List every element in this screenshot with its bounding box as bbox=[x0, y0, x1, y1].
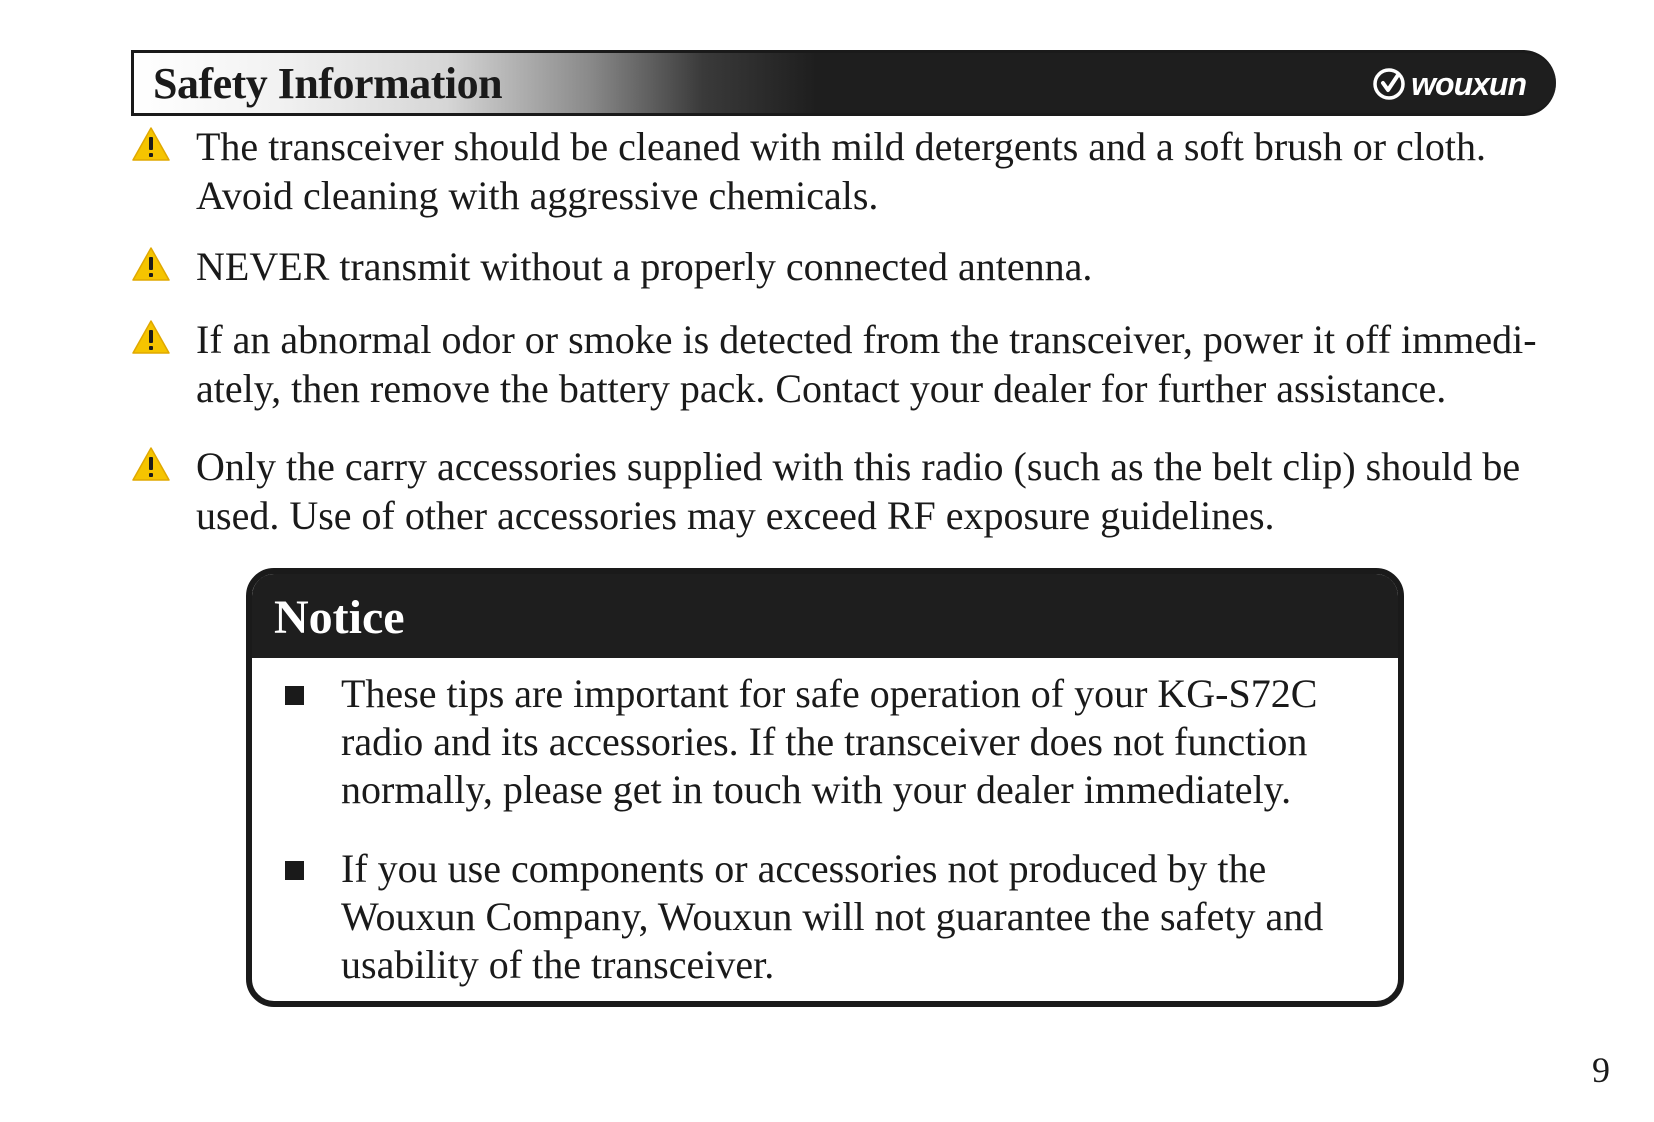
text-line: The transceiver should be cleaned with mild detergents and a soft brush or cloth. bbox=[196, 124, 1486, 169]
notice-text bbox=[341, 670, 1341, 814]
text-line: If you use components or accessories not produced by the bbox=[341, 846, 1267, 891]
warning-triangle-icon bbox=[131, 126, 171, 162]
text-line: ately, then remove the battery pack. Contact your dealer for further assistance. bbox=[196, 366, 1447, 411]
warning-triangle-icon bbox=[131, 319, 171, 355]
text-line: NEVER transmit without a properly connected antenna. bbox=[196, 244, 1093, 289]
text-line: Avoid cleaning with aggressive chemicals. bbox=[196, 173, 879, 218]
warning-text bbox=[196, 122, 1576, 220]
brand-logo bbox=[1371, 64, 1526, 104]
warning-triangle-icon bbox=[131, 246, 171, 282]
page-number: 9 bbox=[1592, 1050, 1610, 1090]
square-bullet-icon bbox=[285, 861, 304, 880]
warning-triangle-icon bbox=[131, 446, 171, 482]
text-line: normally, please get in touch with your dealer immediately. bbox=[341, 767, 1292, 812]
text-line: If an abnormal odor or smoke is detected from the transceiver, power it off immedi- bbox=[196, 317, 1537, 362]
notice-header bbox=[252, 574, 1398, 658]
notice-box bbox=[246, 568, 1404, 1007]
text-line: These tips are important for safe operation of your KG-S72C bbox=[341, 671, 1318, 716]
wouxun-logo-icon bbox=[1371, 66, 1407, 102]
square-bullet-icon bbox=[285, 686, 304, 705]
text-line: radio and its accessories. If the transceiver does not function bbox=[341, 719, 1308, 764]
text-line: usability of the transceiver. bbox=[341, 942, 775, 987]
text-line: Wouxun Company, Wouxun will not guarantee the safety and bbox=[341, 894, 1324, 939]
warning-text bbox=[196, 442, 1576, 540]
section-header-banner bbox=[131, 50, 1556, 116]
warning-text bbox=[196, 242, 1576, 291]
text-line: used. Use of other accessories may exceed RF exposure guidelines. bbox=[196, 493, 1275, 538]
warning-text bbox=[196, 315, 1576, 413]
section-title: Safety Information bbox=[153, 59, 503, 108]
brand-name: wouxun bbox=[1411, 66, 1526, 102]
text-line: Only the carry accessories supplied with this radio (such as the belt clip) should be bbox=[196, 444, 1521, 489]
notice-title: Notice bbox=[274, 591, 405, 644]
notice-text bbox=[341, 845, 1341, 989]
